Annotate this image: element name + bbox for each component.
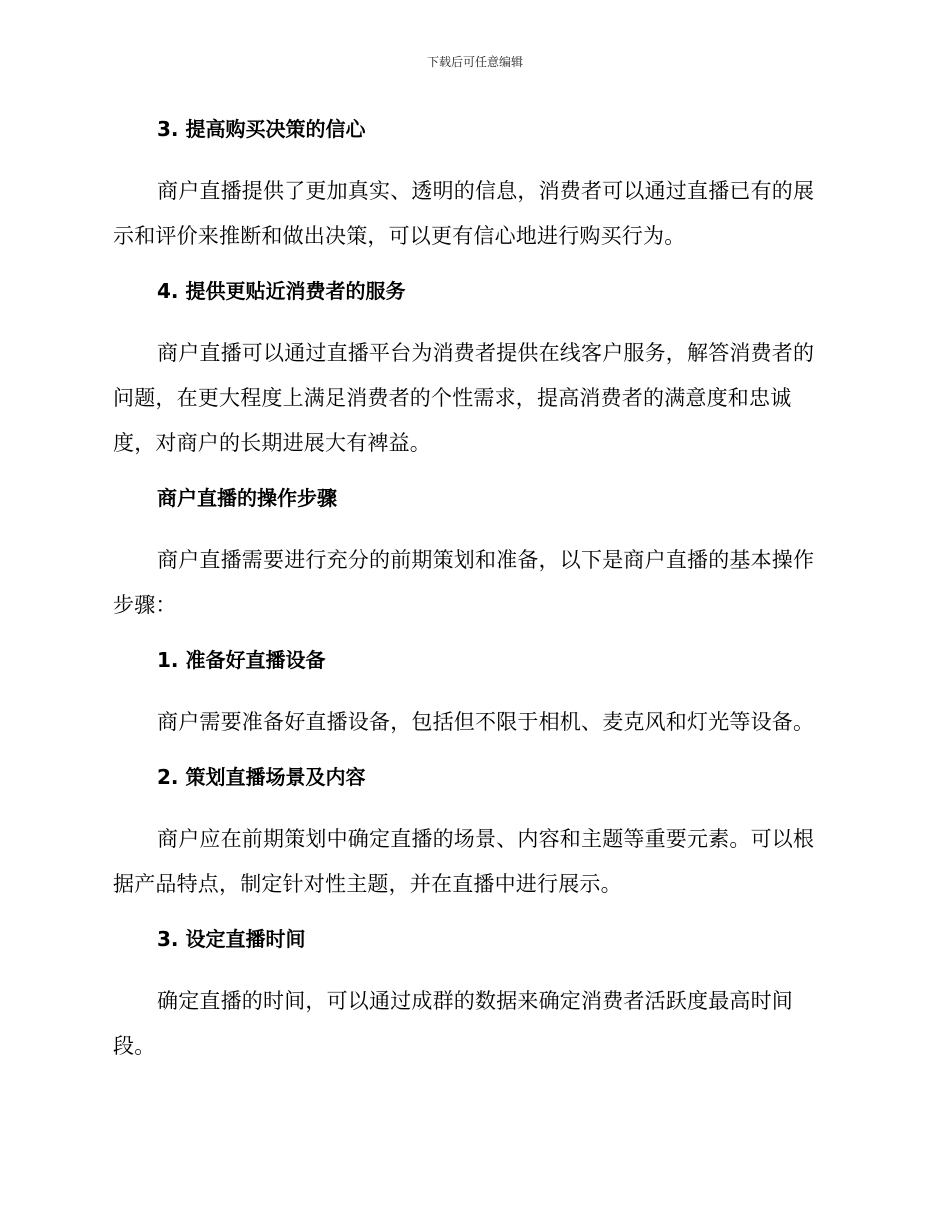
paragraph-equipment: 商户需要准备好直播设备，包括但不限于相机、麦克风和灯光等设备。 <box>157 710 815 734</box>
page-header: 下载后可任意编辑 <box>426 55 523 69</box>
section-heading-service: 4. 提供更贴近消费者的服务 <box>157 279 406 303</box>
step-heading-equipment: 1. 准备好直播设备 <box>157 648 326 672</box>
step-heading-time: 3. 设定直播时间 <box>157 927 306 951</box>
document-body <box>113 111 833 1083</box>
section-heading-confidence: 3. 提高购买决策的信心 <box>157 117 366 141</box>
paragraph-steps-intro: 商户直播需要进行充分的前期策划和准备，以下是商户直播的基本操作步骤： <box>113 548 815 617</box>
paragraph-confidence: 商户直播提供了更加真实、透明的信息，消费者可以通过直播已有的展示和评价来推断和做出决策，可以更有信心地进行购买行为。 <box>113 179 815 248</box>
paragraph-service: 商户直播可以通过直播平台为消费者提供在线客户服务，解答消费者的问题，在更大程度上满足消费者的个性需求，提高消费者的满意度和忠诚度，对商户的长期进展大有裨益。 <box>113 341 815 455</box>
step-heading-scene: 2. 策划直播场景及内容 <box>157 765 366 789</box>
paragraph-scene: 商户应在前期策划中确定直播的场景、内容和主题等重要元素。可以根据产品特点，制定针对性主题，并在直播中进行展示。 <box>113 827 815 896</box>
paragraph-time: 确定直播的时间，可以通过成群的数据来确定消费者活跃度最高时间段。 <box>113 989 793 1058</box>
section-heading-steps: 商户直播的操作步骤 <box>157 486 337 510</box>
